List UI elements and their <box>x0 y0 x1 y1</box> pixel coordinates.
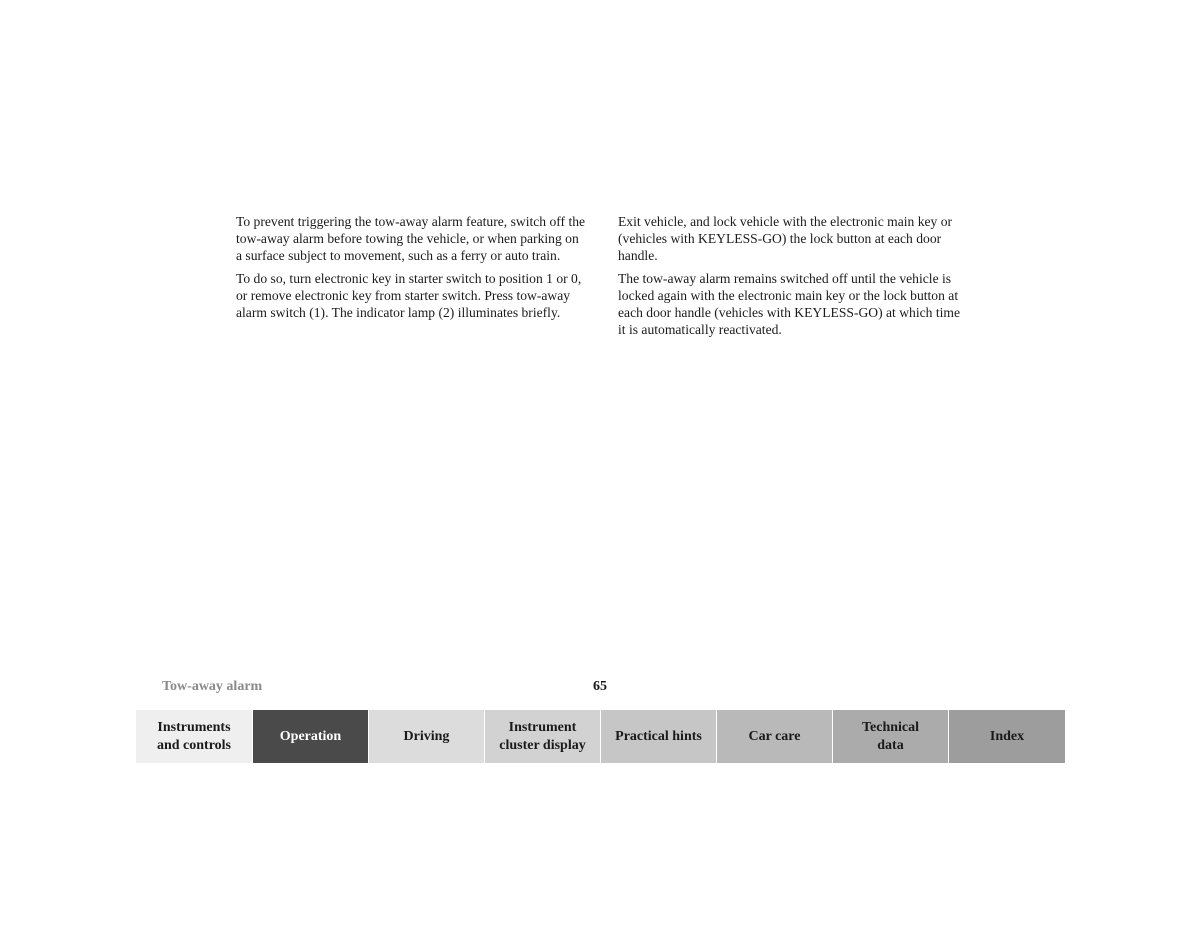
tab-car-care[interactable]: Car care <box>717 710 833 763</box>
page-number: 65 <box>593 679 607 694</box>
tab-driving[interactable]: Driving <box>369 710 485 763</box>
tab-operation[interactable]: Operation <box>253 710 369 763</box>
tab-technical-data[interactable]: Technical data <box>833 710 949 763</box>
left-text-column <box>236 214 586 329</box>
paragraph-reactivation: The tow-away alarm remains switched off until the vehicle is locked again with the electronic main key or the lock button at each door handle (vehicles with KEYLESS-GO) at which time it is automatically reactivated. <box>618 271 961 337</box>
tab-instrument-cluster-display[interactable]: Instrument cluster display <box>485 710 601 763</box>
paragraph-exit-lock: Exit vehicle, and lock vehicle with the electronic main key or (vehicles with KEYLESS-GO) the lock button at each door handle. <box>618 214 953 263</box>
chapter-tab-bar <box>136 710 1065 763</box>
paragraph-tow-alarm-switch-off: To do so, turn electronic key in starter switch to position 1 or 0, or remove electronic key from starter switch. Press tow-away alarm switch (1). The indicator lamp (2) illuminates briefly. <box>236 271 582 320</box>
tab-instruments-and-controls[interactable]: Instruments and controls <box>136 710 253 763</box>
tab-index[interactable]: Index <box>949 710 1065 763</box>
tab-practical-hints[interactable]: Practical hints <box>601 710 717 763</box>
right-text-column <box>618 214 968 346</box>
section-title: Tow-away alarm <box>162 679 263 694</box>
paragraph-tow-alarm-intro: To prevent triggering the tow-away alarm feature, switch off the tow-away alarm before towing the vehicle, or when parking on a surface subject to movement, such as a ferry or auto train. <box>236 214 586 263</box>
